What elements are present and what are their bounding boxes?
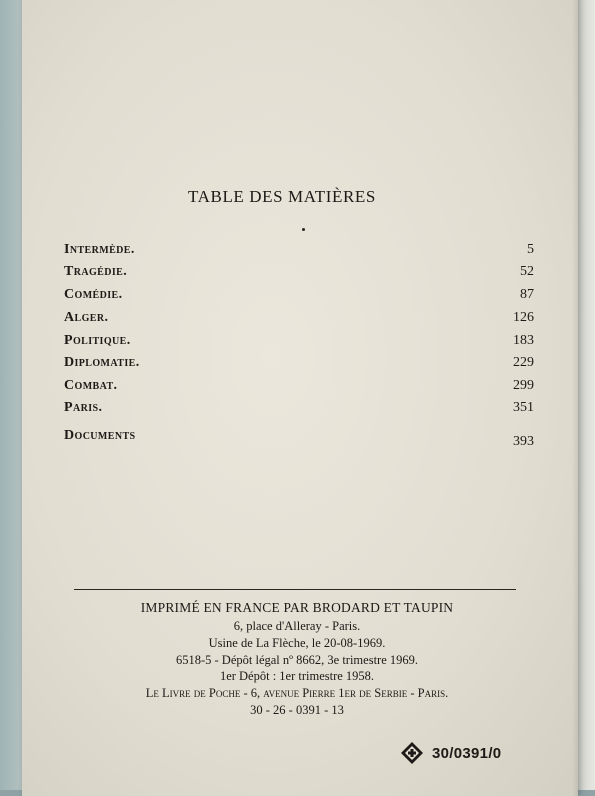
toc-entry xyxy=(22,287,578,309)
divider-rule xyxy=(74,589,516,590)
toc-entry-label: Politique. xyxy=(64,333,131,348)
toc-entry-label: Combat. xyxy=(64,378,118,393)
toc-entry-label: Documents xyxy=(64,428,136,443)
toc-entry xyxy=(22,242,578,264)
toc-entry-label: Paris. xyxy=(64,400,103,415)
toc-entry-page: 87 xyxy=(520,287,534,302)
imprint-first-deposit: 1er Dépôt : 1er trimestre 1958. xyxy=(219,669,375,683)
toc-entry-label: Diplomatie. xyxy=(64,355,140,370)
publisher-logo-icon xyxy=(400,741,424,765)
toc-entry xyxy=(22,310,578,332)
toc-entry-page: 299 xyxy=(513,378,534,393)
toc-entry-page: 393 xyxy=(513,434,534,449)
imprint-publisher: Le Livre de Poche - 6, avenue Pierre 1er de Serbie - Paris. xyxy=(145,686,449,700)
catalog-code-block xyxy=(400,740,540,766)
imprint-printer: IMPRIMÉ EN FRANCE PAR BRODARD ET TAUPIN xyxy=(140,600,454,615)
toc-entry-label: Intermède. xyxy=(64,242,135,257)
toc-entry xyxy=(22,355,578,377)
toc-entry-page: 183 xyxy=(513,333,534,348)
toc-title: TABLE DES MATIÈRES xyxy=(188,187,376,206)
toc-entry-page: 229 xyxy=(513,355,534,370)
toc-entry xyxy=(22,378,578,400)
toc-entry-label: Comédie. xyxy=(64,287,123,302)
toc-entry-page: 351 xyxy=(513,400,534,415)
toc-entry xyxy=(22,264,578,286)
toc-entry-page: 5 xyxy=(527,242,534,257)
catalog-code: 30/0391/0 xyxy=(432,744,502,762)
ornament-dot xyxy=(302,228,305,231)
imprint-legal-deposit: 6518-5 - Dépôt légal nº 8662, 3e trimestre 1969. xyxy=(175,653,419,667)
toc-entry xyxy=(22,400,578,422)
backdrop-right xyxy=(575,0,595,790)
toc-entry-label: Tragédie. xyxy=(64,264,128,279)
imprint-factory: Usine de La Flèche, le 20-08-1969. xyxy=(208,636,386,650)
toc-entry xyxy=(22,428,578,450)
toc-entry-page: 52 xyxy=(520,264,534,279)
toc-entry-label: Alger. xyxy=(64,310,109,325)
imprint-number: 30 - 26 - 0391 - 13 xyxy=(250,703,344,717)
book-page xyxy=(22,0,578,796)
imprint-address: 6, place d'Alleray - Paris. xyxy=(233,619,361,633)
toc-entry-page: 126 xyxy=(513,310,534,325)
toc-entry xyxy=(22,333,578,355)
